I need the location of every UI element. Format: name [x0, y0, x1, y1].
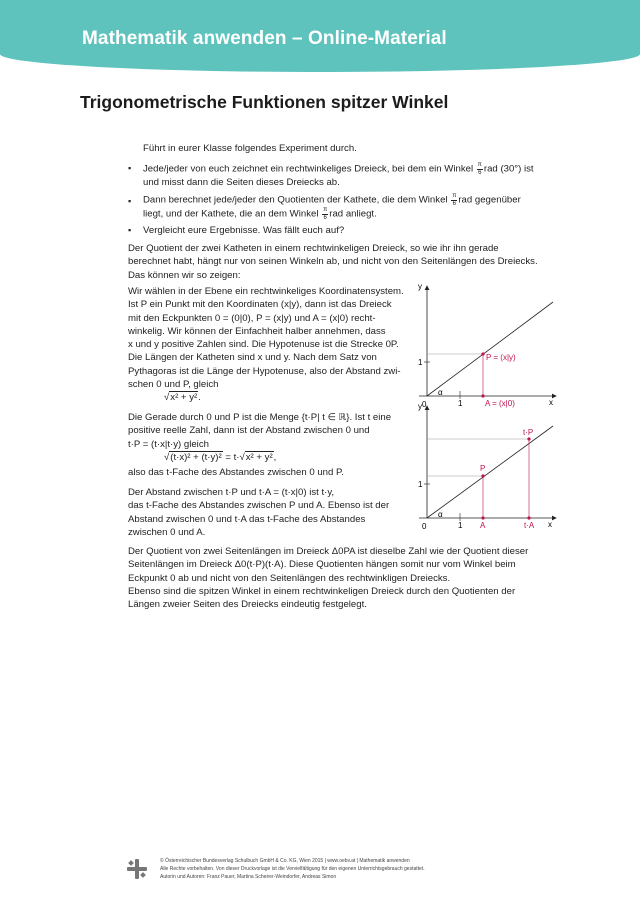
- line-through-origin: [427, 426, 553, 518]
- P-label: P: [480, 464, 486, 473]
- header-banner: [0, 0, 640, 72]
- A-label: A: [480, 521, 486, 530]
- x-axis-label: x: [549, 398, 553, 407]
- paragraph-3-end: also das t-Fache des Abstandes zwischen 0 und P.: [128, 467, 344, 478]
- fraction-pi-6: $\frac{\pi}{6}$: [477, 162, 482, 176]
- bullet-1-line-2: und misst dann die Seiten dieses Dreiecks ab.: [143, 177, 340, 188]
- formula-hypotenuse: √x² + y².: [164, 392, 201, 403]
- y-one-label: 1: [418, 480, 423, 489]
- publisher-logo-icon: [126, 858, 148, 880]
- origin-label: 0: [422, 522, 427, 531]
- alpha-label: α: [438, 510, 443, 519]
- point-A: [481, 516, 484, 519]
- intro-text: Führt in eurer Klasse folgendes Experiment durch.: [143, 143, 357, 154]
- paragraph-1: Der Quotient der zwei Katheten in einem rechtwinkeligen Dreieck, so wie ihr ihn gerade berechnet habt, hängt nur von seinen Winkeln ab, und nicht von den Seitenlängen des Dreiecks. Das können wir so zeigen:: [128, 243, 538, 281]
- paragraph-3: Die Gerade durch 0 und P ist die Menge {t·P| t ∈ ℝ}. Ist t eine positive reelle Zahl, dann ist der Abstand zwischen 0 und t·P = (t·x|t·y) gleich: [128, 412, 392, 450]
- paragraph-2: Wir wählen in der Ebene ein rechtwinkeliges Koordinatensystem. Ist P ein Punkt mit den Koordinaten (x|y), dann ist das Dreieck mit den Eckpunkten 0 = (0|0), P = (x|y) und A = (x|0) recht- winkelig. Wir können der Einfachheit halber annehmen, dass x und y positive Zahlen sind. Die Hypotenuse ist die Strecke 0P. Die Längen der Katheten sind x und y. Nach dem Satz von Pythagoras ist die Länge der Hypotenuse, also der Abstand zwi- schen 0 und P, gleich: [128, 286, 404, 391]
- bullet-2-line-2: liegt, und der Kathete, die an dem Winkel $\frac{\pi}{6}$ rad anliegt.: [143, 207, 377, 221]
- point-tA: [527, 516, 530, 519]
- coordinate-graph-2: [414, 400, 564, 532]
- point-P: [481, 352, 484, 355]
- P-label: P = (x|y): [486, 353, 516, 362]
- y-one-label: 1: [418, 358, 423, 367]
- bullet-marker: ▪: [128, 163, 132, 173]
- point-tP: [527, 437, 530, 440]
- bullet-1-line-1: Jede/jeder von euch zeichnet ein rechtwinkeliges Dreieck, bei dem ein Winkel $\frac{\pi}{6}$ rad (30°) ist: [143, 162, 534, 176]
- point-A: [481, 394, 484, 397]
- footer-copyright: © Österreichischer Bundesverlag Schulbuch GmbH & Co. KG, Wien 2015 | www.oebv.at | Mathematik anwenden Alle Rechte vorbehalten. Von dieser Druckvorlage ist die Vervielfältigung für den eigenen Unterrichtsgebrauch gestattet. Autorin und Autoren: Franz Pauer, Martina Scheirer-Weindorfer, Andreas Simon: [160, 858, 425, 880]
- y-axis-label: y: [418, 282, 422, 291]
- coordinate-graph-1: [414, 280, 564, 408]
- fraction-pi-6: $\frac{\pi}{6}$: [323, 207, 328, 221]
- header-title: Mathematik anwenden – Online-Material: [82, 28, 447, 49]
- bullet-marker: ▪: [128, 196, 132, 206]
- line-through-origin: [427, 302, 553, 396]
- paragraph-4: Der Abstand zwischen t·P und t·A = (t·x|0) ist t·y, das t-Fache des Abstandes zwischen P und A. Ebenso ist der Abstand zwischen 0 und t·A das t-Fache des Abstandes zwischen 0 und A.: [128, 487, 390, 538]
- point-P: [481, 474, 484, 477]
- section-title: Trigonometrische Funktionen spitzer Winkel: [80, 92, 449, 112]
- paragraph-5: Der Quotient von zwei Seitenlängen im Dreieck Δ0PA ist dieselbe Zahl wie der Quotient dieser Seitenlängen im Dreieck Δ0(t·P)(t·A). Diese Quotienten hängen somit nur vom Winkel beim Eckpunkt 0 ab und nicht von den Seitenlängen des rechtwinkligen Dreiecks. Ebenso sind die spitzen Winkel in einem rechtwinkeligen Dreieck durch den Quotienten der Längen zweier Seiten des Dreiecks eindeutig festgelegt.: [128, 546, 529, 611]
- fraction-pi-6: $\frac{\pi}{6}$: [452, 193, 457, 207]
- alpha-label: α: [438, 388, 443, 397]
- x-one-label: 1: [458, 399, 463, 408]
- x-axis-label: x: [548, 520, 552, 529]
- A-label: A = (x|0): [485, 399, 515, 408]
- x-one-label: 1: [458, 521, 463, 530]
- bullet-3: Vergleicht eure Ergebnisse. Was fällt euch auf?: [143, 225, 345, 236]
- tP-label: t·P: [523, 428, 534, 437]
- y-axis-label: y: [418, 402, 422, 411]
- formula-scaled-distance: √(t·x)² + (t·y)² = t·√x² + y²,: [164, 452, 277, 463]
- bullet-marker: ▪: [128, 225, 132, 235]
- tA-label: t·A: [524, 521, 535, 530]
- bullet-2-line-1: Dann berechnet jede/jeder den Quotienten der Kathete, die dem Winkel $\frac{\pi}{6}$ rad gegenüber: [143, 193, 521, 207]
- origin-label: 0: [422, 400, 427, 408]
